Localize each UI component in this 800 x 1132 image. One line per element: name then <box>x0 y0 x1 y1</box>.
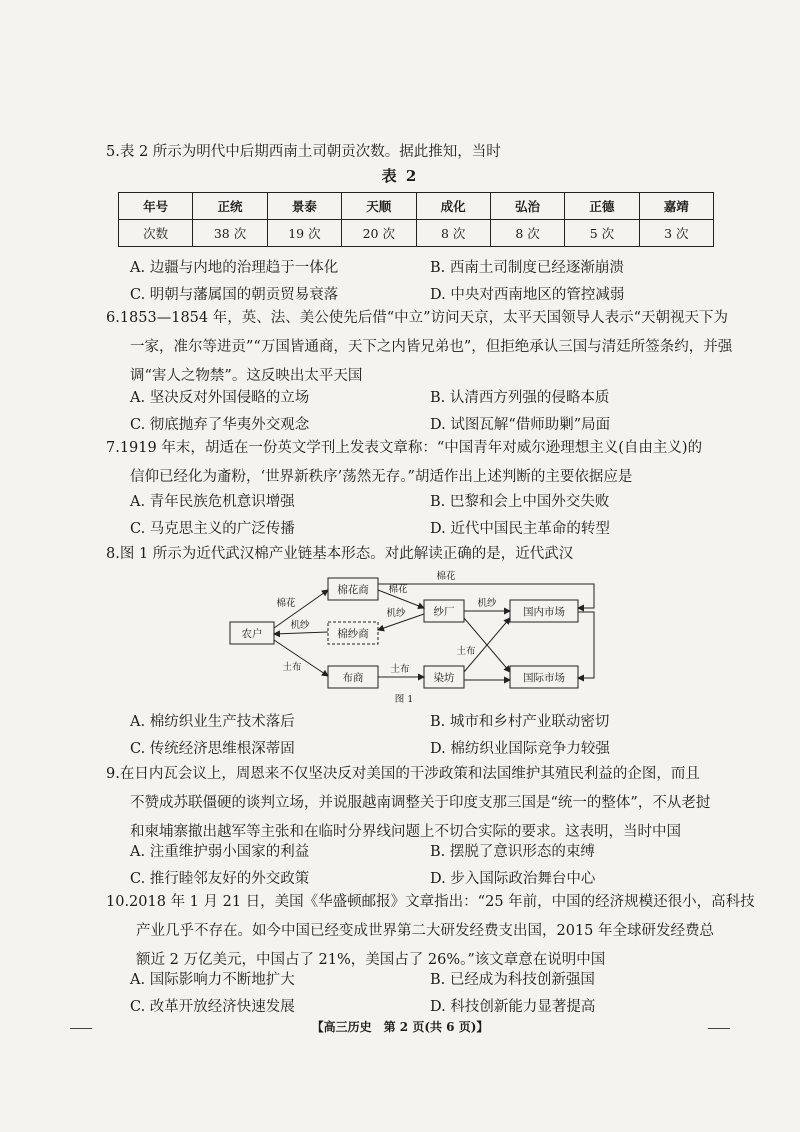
question-7-options <box>130 490 690 544</box>
option-d[interactable]: D. 步入国际政治舞台中心 <box>430 871 596 887</box>
option-a[interactable]: A. 边疆与内地的治理趋于一体化 <box>130 260 339 276</box>
option-b[interactable]: B. 摆脱了意识形态的束缚 <box>430 844 595 860</box>
table-cell: 成化 <box>416 193 490 220</box>
cotton-industry-diagram <box>228 568 608 708</box>
option-c[interactable]: C. 改革开放经济快速发展 <box>130 999 295 1015</box>
question-6-stem <box>106 304 733 391</box>
label-yarn: 机纱 <box>477 598 497 609</box>
option-d[interactable]: D. 中央对西南地区的管控减弱 <box>430 287 625 303</box>
page-footer: 【高三历史 第 2 页(共 6 页)】 <box>311 1020 489 1034</box>
label-cloth: 土布 <box>390 664 410 675</box>
node-mill: 纱厂 <box>433 606 455 618</box>
option-a[interactable]: A. 国际影响力不断地扩大 <box>130 972 295 988</box>
node-yarn-merchant: 棉纱商 <box>337 628 369 640</box>
table-cell: 景泰 <box>267 193 341 220</box>
option-b[interactable]: B. 西南土司制度已经逐渐崩溃 <box>430 260 624 276</box>
table-cell: 5 次 <box>565 220 639 247</box>
option-c[interactable]: C. 马克思主义的广泛传播 <box>130 521 295 537</box>
table-cell: 次数 <box>119 220 193 247</box>
question-6-options <box>130 386 690 440</box>
option-a[interactable]: A. 注重维护弱小国家的利益 <box>130 844 310 860</box>
label-cotton: 棉花 <box>388 584 408 595</box>
diagram-caption: 图 1 <box>394 694 414 705</box>
question-5-options <box>130 256 690 310</box>
question-10-stem <box>106 888 755 975</box>
node-cloth-merchant: 布商 <box>342 672 364 684</box>
label-cotton-top: 棉花 <box>436 571 456 582</box>
table-cell: 嘉靖 <box>639 193 713 220</box>
table-cell: 8 次 <box>416 220 490 247</box>
question-9-line: 9.在日内瓦会议上，周恩来不仅坚决反对美国的干涉政策和法国维护其殖民利益的企图，而且 <box>106 766 700 782</box>
tribute-table <box>118 192 714 247</box>
label-cloth: 土布 <box>282 662 302 673</box>
option-c[interactable]: C. 传统经济思维根深蒂固 <box>130 741 295 757</box>
table-cell: 天顺 <box>342 193 416 220</box>
question-9-line: 不赞成苏联僵硬的谈判立场，并说服越南调整关于印度支那三国是“统一的整体”，不从老挝 <box>130 795 711 811</box>
question-6-line: 一家，准尔等进贡”“万国皆通商，天下之内皆兄弟也”，但拒绝承认三国与清廷所签条约，并强 <box>130 339 733 355</box>
footer-rule-right <box>708 1028 730 1029</box>
question-7-line: 信仰已经化为齑粉，‘世界新秩序’荡然无存。”胡适作出上述判断的主要依据应是 <box>130 469 633 485</box>
table-cell: 弘治 <box>490 193 564 220</box>
table-cell: 正统 <box>193 193 267 220</box>
question-8-text: 8.图 1 所示为近代武汉棉产业链基本形态。对此解读正确的是，近代武汉 <box>106 546 574 562</box>
option-b[interactable]: B. 城市和乡村产业联动密切 <box>430 714 610 730</box>
question-6-line: 6.1853—1854 年，英、法、美公使先后借“中立”访问天京，太平天国领导人表示“天朝视天下为 <box>106 310 728 326</box>
node-domestic-market: 国内市场 <box>523 606 565 618</box>
label-yarn: 机纱 <box>290 620 310 631</box>
table-cell: 20 次 <box>342 220 416 247</box>
table-header-row <box>119 193 714 220</box>
table-row <box>119 220 714 247</box>
table-cell: 19 次 <box>267 220 341 247</box>
option-d[interactable]: D. 科技创新能力显著提高 <box>430 999 596 1015</box>
node-farmer: 农户 <box>241 628 263 640</box>
node-dyehouse: 染坊 <box>433 672 455 684</box>
table-cell: 正德 <box>565 193 639 220</box>
node-cotton-merchant: 棉花商 <box>337 584 369 596</box>
question-7-stem <box>106 434 712 492</box>
option-d[interactable]: D. 近代中国民主革命的转型 <box>430 521 610 537</box>
node-intl-market: 国际市场 <box>523 672 565 684</box>
question-9-line: 和柬埔寨撤出越军等主张和在临时分界线问题上不切合实际的要求。这表明，当时中国 <box>130 824 681 840</box>
option-b[interactable]: B. 巴黎和会上中国外交失败 <box>430 494 610 510</box>
option-a[interactable]: A. 坚决反对外国侵略的立场 <box>130 390 310 406</box>
question-8-stem <box>106 540 712 569</box>
question-7-line: 7.1919 年末，胡适在一份英文学刊上发表文章称：“中国青年对威尔逊理想主义(自由主义)的 <box>106 440 703 456</box>
question-10-options <box>130 968 690 1022</box>
table-cell: 8 次 <box>490 220 564 247</box>
option-a[interactable]: A. 棉纺织业生产技术落后 <box>130 714 295 730</box>
option-a[interactable]: A. 青年民族危机意识增强 <box>130 494 295 510</box>
option-b[interactable]: B. 认清西方列强的侵略本质 <box>430 390 610 406</box>
question-10-line: 10.2018 年 1 月 21 日，美国《华盛顿邮报》文章指出：“25 年前，中国的经济规模还很小，高科技 <box>106 894 755 910</box>
table-cell: 年号 <box>119 193 193 220</box>
option-c[interactable]: C. 彻底抛弃了华夷外交观念 <box>130 417 310 433</box>
label-yarn: 机纱 <box>386 608 406 619</box>
edge-yarn-farmer <box>274 632 328 634</box>
question-10-line: 额近 2 万亿美元，中国占了 21%，美国占了 26%。”该文章意在说明中国 <box>136 952 606 968</box>
question-6-line: 调“害人之物禁”。这反映出太平天国 <box>130 368 363 384</box>
question-9-stem <box>106 760 712 847</box>
option-b[interactable]: B. 已经成为科技创新强国 <box>430 972 595 988</box>
table-cell: 3 次 <box>639 220 713 247</box>
label-cloth: 土布 <box>456 646 476 657</box>
option-d[interactable]: D. 试图瓦解“借师助剿”局面 <box>430 417 611 433</box>
label-cotton: 棉花 <box>276 598 296 609</box>
option-d[interactable]: D. 棉纺织业国际竞争力较强 <box>430 741 610 757</box>
table-cell: 38 次 <box>193 220 267 247</box>
edge-domestic-intl <box>578 612 594 678</box>
question-5-stem <box>106 138 712 167</box>
question-8-options <box>130 710 690 764</box>
option-c[interactable]: C. 明朝与藩属国的朝贡贸易衰落 <box>130 287 339 303</box>
question-5-text: 5.表 2 所示为明代中后期西南土司朝贡次数。据此推知，当时 <box>106 144 501 160</box>
question-10-line: 产业几乎不存在。如今中国已经变成世界第二大研发经费支出国，2015 年全球研发经费总 <box>136 923 715 939</box>
table-2-title: 表 2 <box>381 167 419 185</box>
option-c[interactable]: C. 推行睦邻友好的外交政策 <box>130 871 310 887</box>
question-9-options <box>130 840 690 894</box>
